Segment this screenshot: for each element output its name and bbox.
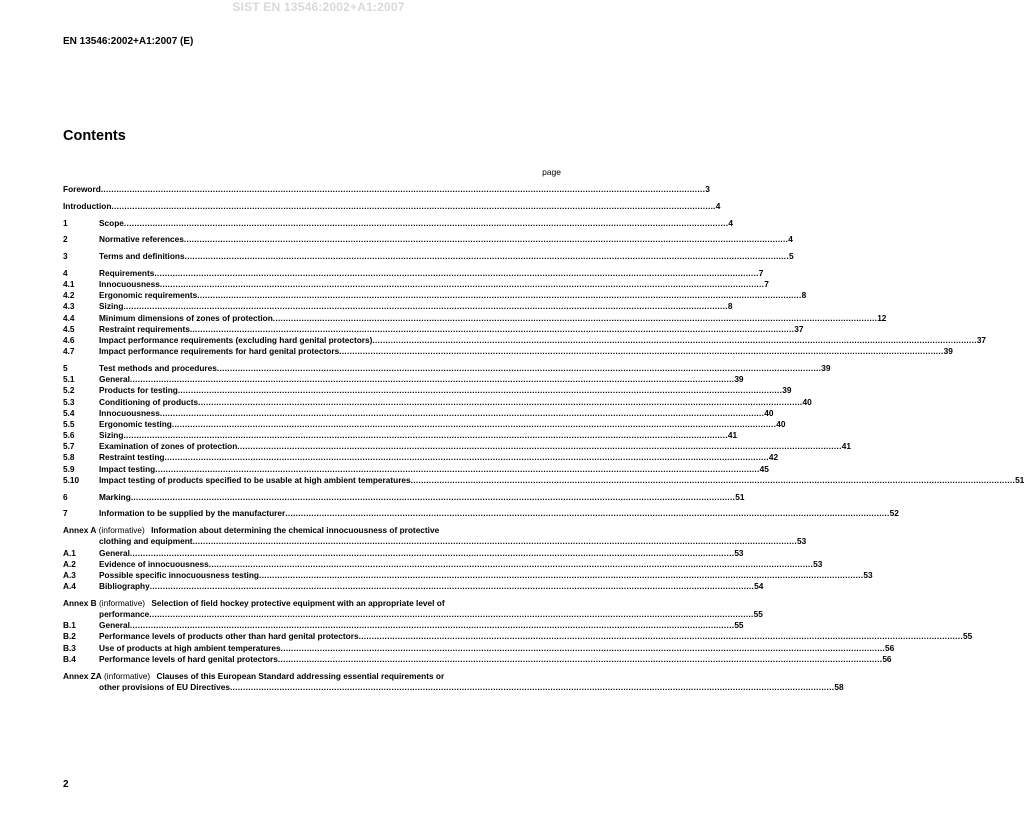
toc-leader-dots: [273, 313, 877, 324]
annex-a-page: 53: [796, 536, 807, 547]
toc-entry-title: Restraint requirements: [99, 323, 190, 334]
toc-entry[interactable]: [63, 267, 764, 279]
toc-entry-title: Foreword: [63, 183, 101, 194]
toc-entry-page: 4: [788, 234, 793, 245]
toc-entry-title: Performance levels of products other than hard genital protectors: [99, 631, 359, 642]
toc-entry-title: Normative references: [99, 234, 184, 245]
toc-entry-page: 52: [889, 508, 899, 519]
toc-entry[interactable]: [63, 200, 721, 212]
toc-entry[interactable]: [63, 290, 807, 301]
document-id: EN 13546:2002+A1:2007 (E): [63, 36, 194, 47]
toc-entry-number: 5.3: [63, 396, 75, 407]
toc-entry-title: Products for testing: [99, 385, 178, 396]
page-column-label: page: [542, 167, 561, 177]
toc-entry-page: 39: [821, 362, 831, 373]
toc-entry-number: A.3: [63, 569, 76, 580]
toc-leader-dots: [339, 346, 943, 357]
toc-entry-page: 55: [734, 620, 744, 631]
toc-entry-title: Possible specific innocuousness testing: [99, 569, 259, 580]
toc-entry[interactable]: [63, 491, 745, 503]
toc-entry-number: 4.6: [63, 335, 75, 346]
toc-entry-number: 4.7: [63, 346, 75, 357]
toc-leader-dots: [209, 559, 813, 570]
toc-entry-title: Conditioning of products: [99, 396, 199, 407]
annex-a-label[interactable]: Annex A: [63, 525, 97, 536]
annex-a-section: [63, 525, 873, 592]
toc-entry-title: Marking: [99, 491, 131, 502]
toc-entry-number: B.3: [63, 642, 76, 653]
toc-leader-dots: [123, 301, 727, 312]
toc-leader-dots: [281, 643, 885, 654]
toc-leader-dots: [130, 548, 734, 559]
toc-entry-number: 1: [63, 217, 68, 228]
toc-entry[interactable]: [63, 323, 804, 335]
toc-entry-number: 7: [63, 508, 68, 519]
toc-entry-title: Requirements: [99, 267, 155, 278]
toc-entry-page: 53: [734, 547, 744, 558]
toc-entry-number: A.1: [63, 547, 76, 558]
toc-entry-number: 4.4: [63, 312, 75, 323]
toc-entry-number: A.4: [63, 581, 76, 592]
toc-entry-page: 55: [962, 631, 973, 642]
toc-entry-page: 56: [885, 642, 895, 653]
toc-leader-dots: [285, 508, 889, 519]
toc-entry-number: B.2: [63, 631, 76, 642]
toc-main-entries: [63, 183, 1024, 520]
toc-entry-title: General: [99, 620, 130, 631]
toc-entry[interactable]: [63, 183, 710, 195]
toc-leader-dots: [130, 374, 734, 385]
toc-entry[interactable]: [63, 653, 892, 665]
toc-entry-title: Evidence of innocuousness: [99, 558, 209, 569]
toc-entry[interactable]: [63, 430, 738, 441]
toc-entry-title: General: [99, 547, 130, 558]
toc-leader-dots: [185, 251, 789, 262]
toc-entry[interactable]: [63, 508, 899, 519]
toc-entry-page: 42: [768, 452, 779, 463]
toc-entry[interactable]: [63, 346, 953, 357]
toc-leader-dots: [172, 419, 776, 430]
toc-leader-dots: [101, 184, 705, 195]
toc-entry-title: Performance levels of hard genital protectors: [99, 653, 278, 664]
toc-entry-title: Innocuousness: [99, 407, 160, 418]
toc-entry-number: B.1: [63, 620, 76, 631]
toc-entry-number: 4.2: [63, 290, 75, 301]
toc-entry-page: 7: [764, 279, 769, 290]
toc-entry-page: 40: [802, 396, 812, 407]
toc-leader-dots: [217, 363, 821, 374]
toc-entry-title: Ergonomic requirements: [99, 290, 198, 301]
toc-entry-number: 4.5: [63, 323, 75, 334]
toc-entry-number: 4: [63, 267, 68, 278]
annex-a-title-cont[interactable]: clothing and equipment ..... 53: [63, 536, 561, 547]
toc-leader-dots: [160, 279, 764, 290]
toc-entry-page: 40: [776, 418, 786, 429]
toc-entry[interactable]: [63, 396, 812, 408]
toc-entry[interactable]: [63, 581, 764, 592]
toc-entry-title: Sizing: [99, 430, 124, 441]
annex-za-section: [63, 670, 844, 693]
toc-leader-dots: [411, 475, 1015, 486]
toc-entry-title: Introduction: [63, 200, 112, 211]
toc-leader-dots: [131, 492, 735, 503]
toc-leader-dots: [259, 570, 863, 581]
toc-entry-number: A.2: [63, 558, 76, 569]
toc-entry-page: 53: [863, 569, 873, 580]
toc-entry[interactable]: [63, 441, 851, 452]
toc-entry-title: Ergonomic testing: [99, 418, 172, 429]
toc-entry[interactable]: [63, 452, 779, 464]
toc-leader-dots: [184, 234, 788, 245]
page-title: Contents: [63, 128, 126, 144]
toc-entry[interactable]: [63, 251, 794, 262]
toc-entry[interactable]: [63, 279, 769, 290]
toc-entry[interactable]: [63, 620, 744, 631]
toc-entry-title: Terms and definitions: [99, 251, 185, 262]
toc-leader-dots: [123, 430, 727, 441]
toc-entry-title: Minimum dimensions of zones of protection: [99, 312, 273, 323]
toc-entry-number: 5.5: [63, 418, 75, 429]
footer-page-number: 2: [63, 779, 69, 790]
toc-entry-title: Examination of zones of protection: [99, 441, 238, 452]
toc-leader-dots: [150, 581, 754, 592]
toc-entry-title: Impact testing: [99, 463, 156, 474]
toc-entry-page: 56: [882, 653, 892, 664]
toc-entry-page: 8: [801, 290, 807, 301]
toc-entry-page: 39: [943, 346, 953, 357]
annex-b-items: [63, 620, 973, 665]
toc-entry-page: 41: [841, 441, 851, 452]
watermark-text: SIST EN 13546:2002+A1:2007: [232, 0, 405, 14]
toc-entry-page: 7: [758, 267, 764, 278]
toc-entry-title: General: [99, 374, 130, 385]
toc-leader-dots: [359, 631, 963, 642]
toc-entry-page: 53: [813, 558, 823, 569]
toc-entry-title: Restraint testing: [99, 452, 165, 463]
toc-entry[interactable]: [63, 463, 769, 475]
toc-entry[interactable]: [63, 547, 744, 559]
annex-a-informative: (informative): [98, 525, 145, 536]
annex-za-informative: (informative): [104, 670, 151, 681]
toc-leader-dots: [160, 408, 764, 419]
annex-b-section: [63, 597, 973, 665]
toc-entry[interactable]: [63, 362, 831, 374]
annex-b-informative: (informative): [98, 597, 146, 608]
toc-leader-dots: [237, 441, 841, 452]
toc-entry[interactable]: [63, 642, 895, 654]
toc-entry-title: Impact performance requirements (excluding hard genital protectors): [99, 335, 373, 346]
toc-entry-number: 5.1: [63, 374, 75, 385]
annex-a-items: [63, 547, 873, 593]
toc-leader-dots: [372, 335, 976, 346]
toc-entry-number: 5.10: [63, 474, 80, 485]
toc-leader-dots: [124, 218, 728, 229]
toc-entry-number: 4.3: [63, 301, 75, 312]
annex-za-title[interactable]: Clauses of this European Standard addressing essential requirements or: [156, 670, 445, 681]
toc-entry-page: 54: [754, 581, 764, 592]
toc-leader-dots: [130, 620, 734, 631]
toc-entry-number: 4.1: [63, 279, 75, 290]
annex-b-title[interactable]: Selection of field hockey protective equipment with an appropriate level of: [151, 597, 445, 608]
toc-leader-dots: [198, 397, 802, 408]
toc-entry-page: 4: [715, 200, 721, 211]
toc-entry-page: 12: [877, 312, 887, 323]
toc-entry-title: Use of products at high ambient temperatures: [99, 642, 281, 653]
toc-entry-page: 45: [759, 463, 769, 474]
toc-entry-number: 2: [63, 234, 68, 245]
toc-entry-title: Bibliography: [99, 581, 150, 592]
toc-entry[interactable]: [63, 217, 733, 229]
toc-entry[interactable]: [63, 312, 887, 324]
toc-leader-dots: [178, 385, 782, 396]
toc-entry[interactable]: [63, 301, 733, 312]
toc-entry[interactable]: [63, 569, 873, 581]
toc-entry-title: Information to be supplied by the manufacturer: [99, 508, 286, 519]
toc-entry-number: 5.2: [63, 385, 75, 396]
toc-entry-number: 5: [63, 362, 68, 373]
toc-entry-page: 51: [1015, 474, 1024, 485]
toc-entry-number: 5.6: [63, 430, 75, 441]
toc-entry-page: 4: [728, 217, 733, 228]
toc-leader-dots: [197, 290, 801, 301]
annex-b-title-cont[interactable]: performance ..... 55: [63, 609, 561, 620]
toc-entry-page: 37: [794, 323, 804, 334]
annex-za-label[interactable]: Annex ZA: [63, 670, 102, 681]
toc-entry-number: 5.7: [63, 441, 75, 452]
toc-entry-number: 5.4: [63, 407, 75, 418]
toc-leader-dots: [190, 324, 794, 335]
toc-entry-title: Innocuousness: [99, 279, 160, 290]
toc-entry-number: 6: [63, 491, 68, 502]
toc-leader-dots: [278, 654, 882, 665]
toc-entry-page: 39: [782, 385, 792, 396]
toc-entry-page: 5: [789, 251, 794, 262]
annex-za-page: 58: [834, 681, 844, 692]
toc-entry[interactable]: [63, 407, 774, 419]
annex-b-label[interactable]: Annex B: [63, 597, 97, 608]
toc-entry[interactable]: [63, 474, 1024, 486]
toc-entry-title: Impact performance requirements for hard genital protectors: [99, 346, 340, 357]
toc-entry-number: 5.8: [63, 452, 75, 463]
toc-entry-number: 3: [63, 251, 68, 262]
toc-entry[interactable]: [63, 418, 786, 430]
toc-entry-title: Impact testing of products specified to be usable at high ambient temperatures: [99, 474, 411, 485]
toc-entry[interactable]: [63, 558, 823, 570]
toc-entry-page: 40: [764, 407, 774, 418]
toc-entry-page: 37: [976, 335, 987, 346]
toc-entry[interactable]: [63, 335, 987, 346]
toc-leader-dots: [164, 452, 768, 463]
toc-entry-title: Sizing: [99, 301, 124, 312]
toc-entry-page: 39: [734, 374, 744, 385]
table-of-contents: [63, 183, 1024, 693]
toc-entry[interactable]: [63, 385, 792, 396]
toc-leader-dots: [154, 268, 758, 279]
toc-entry-title: Test methods and procedures: [99, 362, 217, 373]
toc-leader-dots: [155, 464, 759, 475]
toc-entry-number: B.4: [63, 653, 76, 664]
toc-entry-page: 8: [727, 301, 733, 312]
toc-entry-page: 41: [727, 430, 738, 441]
toc-entry[interactable]: [63, 374, 744, 385]
toc-entry[interactable]: [63, 234, 793, 245]
annex-a-title[interactable]: Information about determining the chemical innocuousness of protective: [151, 525, 440, 536]
toc-entry-page: 3: [705, 183, 710, 194]
toc-leader-dots: [111, 201, 715, 212]
toc-entry-title: Scope: [99, 217, 124, 228]
toc-entry-number: 5.9: [63, 463, 75, 474]
annex-za-title-cont[interactable]: other provisions of EU Directives ..... 58: [63, 682, 561, 693]
toc-entry[interactable]: [63, 631, 973, 643]
annex-b-page: 55: [753, 609, 763, 620]
toc-entry-page: 51: [735, 491, 745, 502]
